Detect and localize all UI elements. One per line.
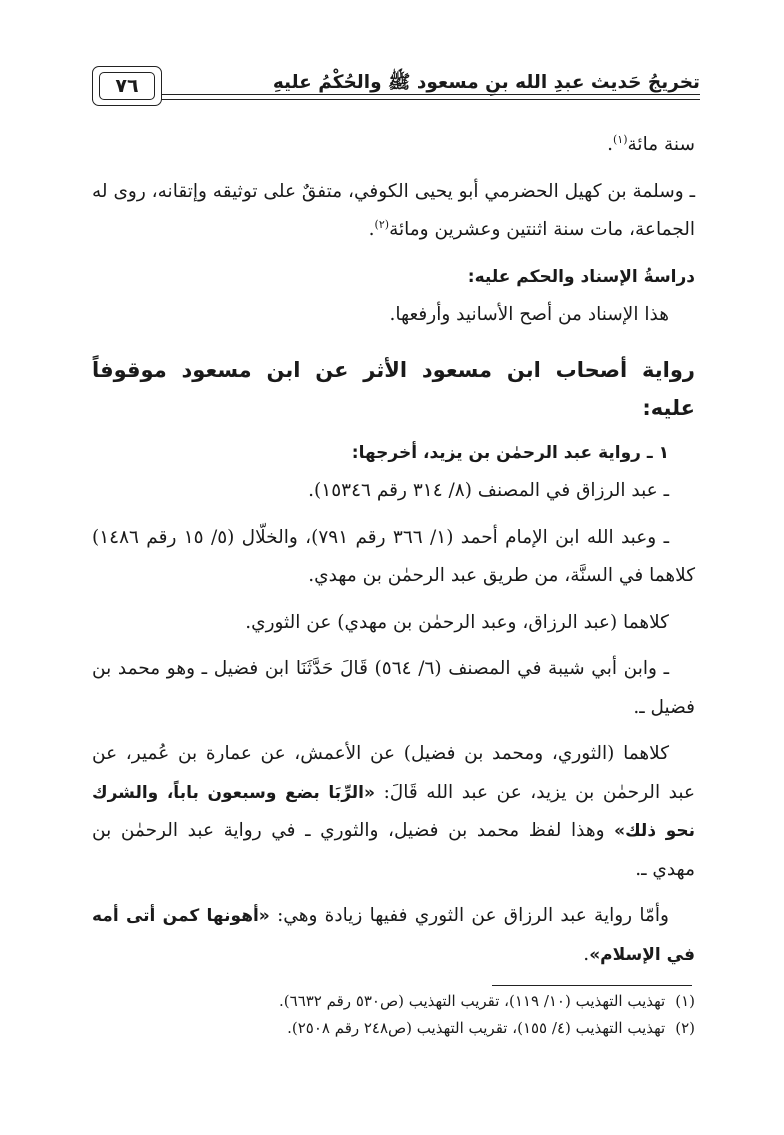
paragraph-ziyada: وأمّا رواية عبد الرزاق عن الثوري ففيها زيادة وهي: «أهونها كمن أتى أمه في الإسلام».: [92, 905, 695, 965]
page-number: ٧٦: [99, 72, 155, 100]
header-title: تخريجُ حَديث عبدِ الله بنِ مسعود ﷺ والحُكْمُ عليهِ: [272, 72, 700, 93]
header-rule-double: [92, 99, 700, 100]
footnote-ref-2: (٢): [374, 217, 390, 231]
footnote-2: (٢)تهذيب التهذيب (٤/ ١٥٥)، تقريب التهذيب (ص٢٤٨ رقم ٢٥٠٨).: [287, 1019, 695, 1037]
hadith-text-bold: «الرِّبَا بضع وسبعون باباً، والشرك نحو ذلك»: [92, 782, 695, 841]
page-number-frame: [92, 66, 162, 106]
footnote-ref-1: (١): [612, 132, 628, 146]
subheading-riwaya-1: ١ ـ رواية عبد الرحمٰن بن يزيد، أخرجها:: [351, 442, 669, 463]
paragraph-abdullah-ahmad: ـ وعبد الله ابن الإمام أحمد (١/ ٣٦٦ رقم ٧٩١)، والخلّال (٥/ ١٥ رقم ١٤٨٦) كلاهما في السنَّة، من طريق عبد الرحمٰن بن مهدي.: [92, 526, 695, 586]
footnote-separator: [492, 985, 692, 986]
paragraph-isnad-ruling: هذا الإسناد من أصح الأسانيد وأرفعها.: [389, 304, 669, 325]
paragraph-kilahuma-2: كلاهما (الثوري، ومحمد بن فضيل) عن الأعمش، عن عمارة بن عُمير، عن عبد الرحمٰن بن يزيد، عن عبد الله قَالَ: «الرِّبَا بضع وسبعون باباً، والشرك نحو ذلك» وهذا لفظ محمد بن فضيل، والثوري ـ في رواية عبد الرحمٰن بن مهدي ـ.: [92, 743, 695, 880]
hadith-addition-bold: «أهونها كمن أتى أمه في الإسلام»: [92, 906, 695, 965]
footnote-1: (١)تهذيب التهذيب (١٠/ ١١٩)، تقريب التهذيب (ص٥٣٠ رقم ٦٦٣٢).: [279, 992, 695, 1010]
paragraph-salama: ـ وسلمة بن كهيل الحضرمي أبو يحيى الكوفي، متفقٌ على توثيقه وإتقانه، روى له الجماعة، مات سنة اثنتين وعشرين ومائة$^{(٢)}$.: [92, 180, 695, 240]
footnotes: [92, 988, 695, 1042]
section-heading-mawquf: رواية أصحاب ابن مسعود الأثر عن ابن مسعود موقوفاً عليه:: [92, 357, 695, 420]
paragraph-abdurrazzaq: ـ عبد الرزاق في المصنف (٨/ ٣١٤ رقم ١٥٣٤٦).: [308, 480, 669, 501]
page-body: [92, 126, 695, 974]
paragraph-ibn-abi-shayba: ـ وابن أبي شيبة في المصنف (٦/ ٥٦٤) قَالَ حَدَّثَنَا ابن فضيل ـ وهو محمد بن فضيل ـ.: [92, 658, 695, 718]
paragraph-kilahuma-1: كلاهما (عبد الرزاق، وعبد الرحمٰن بن مهدي) عن الثوري.: [245, 611, 669, 633]
header-rule: [92, 94, 700, 95]
section-heading-isnad: دراسةُ الإسناد والحكم عليه:: [467, 266, 695, 287]
paragraph-continuation: سنة مائة$^{(١)}$.: [607, 132, 695, 155]
running-header: [92, 66, 700, 112]
